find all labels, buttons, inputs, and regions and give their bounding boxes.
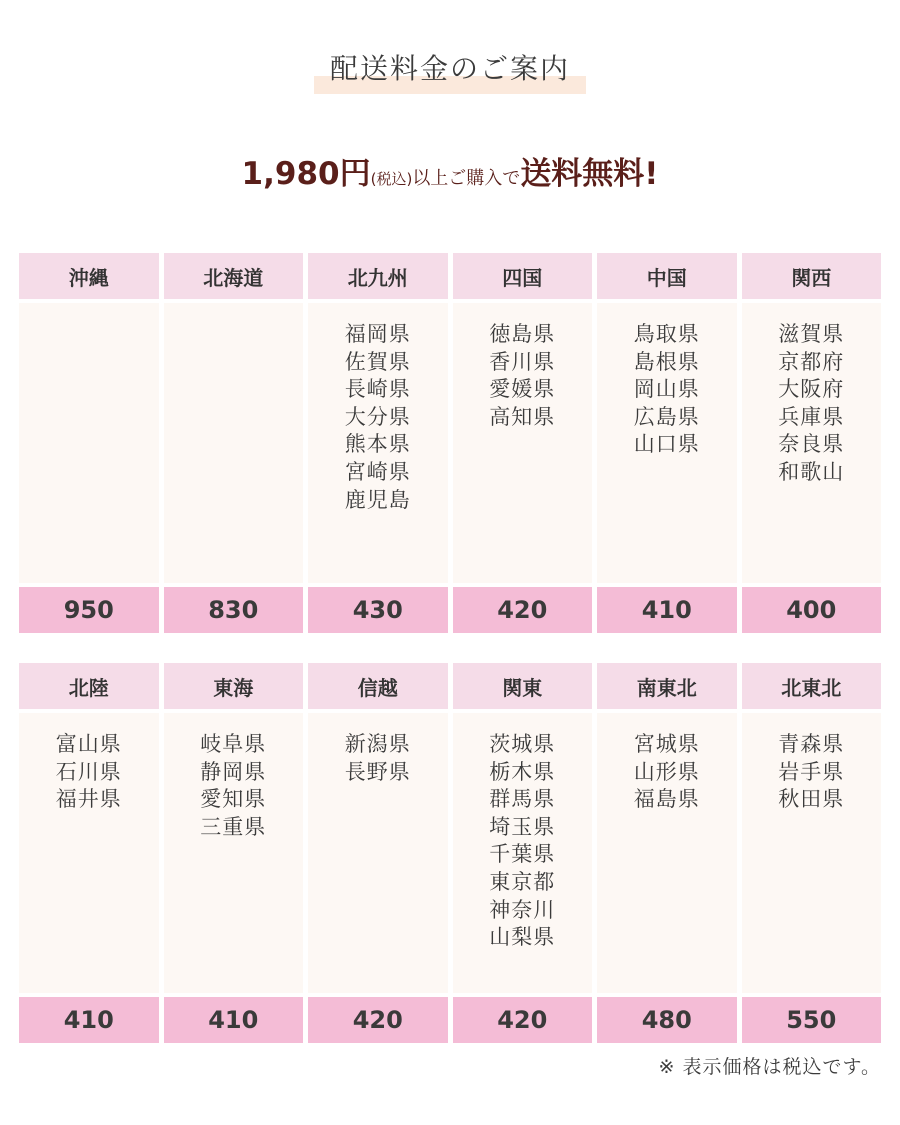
shipping-price: 830 xyxy=(164,587,304,633)
prefecture-item: 埼玉県 xyxy=(489,814,556,839)
region-name: 南東北 xyxy=(597,663,737,709)
prefecture-item: 鳥取県 xyxy=(633,322,700,346)
prefecture-item: 広島県 xyxy=(633,404,700,429)
prefecture-list xyxy=(597,713,737,993)
promo-free: 送料無料! xyxy=(520,156,659,192)
prefecture-item: 三重県 xyxy=(200,814,267,839)
prefecture-item: 石川県 xyxy=(55,759,122,784)
free-shipping-promo xyxy=(0,148,900,193)
region-name: 中国 xyxy=(597,253,737,299)
prefecture-item: 東京都 xyxy=(489,869,556,894)
prefecture-item: 神奈川 xyxy=(489,897,556,922)
region-name: 北陸 xyxy=(19,663,159,709)
page-title: 配送料金のご案内 xyxy=(314,46,586,94)
prefecture-item: 福島県 xyxy=(633,787,700,812)
region-column xyxy=(597,663,737,1043)
shipping-price: 420 xyxy=(453,587,593,633)
prefecture-item: 奈良県 xyxy=(778,432,845,457)
prefecture-item: 和歌山 xyxy=(778,459,845,484)
prefecture-list xyxy=(453,713,593,993)
prefecture-item: 福岡県 xyxy=(344,322,411,346)
region-name: 北九州 xyxy=(308,253,448,299)
prefecture-item: 山梨県 xyxy=(489,925,556,950)
region-column xyxy=(453,253,593,633)
prefecture-item: 愛知県 xyxy=(200,787,267,812)
prefecture-list xyxy=(742,303,882,583)
shipping-price: 420 xyxy=(308,997,448,1043)
region-name: 四国 xyxy=(453,253,593,299)
prefecture-list xyxy=(164,713,304,993)
region-column xyxy=(19,663,159,1043)
region-name: 信越 xyxy=(308,663,448,709)
region-column xyxy=(19,253,159,633)
prefecture-item: 山口県 xyxy=(633,432,700,457)
prefecture-item: 高知県 xyxy=(489,404,556,429)
prefecture-list xyxy=(19,303,159,583)
prefecture-list xyxy=(453,303,593,583)
prefecture-item: 岩手県 xyxy=(778,759,845,784)
prefecture-item: 栃木県 xyxy=(489,759,556,784)
prefecture-list xyxy=(164,303,304,583)
prefecture-item: 長崎県 xyxy=(344,377,411,402)
region-name: 北海道 xyxy=(164,253,304,299)
shipping-table-top xyxy=(19,253,881,633)
region-name: 関西 xyxy=(742,253,882,299)
region-column xyxy=(597,253,737,633)
region-name: 関東 xyxy=(453,663,593,709)
shipping-price: 430 xyxy=(308,587,448,633)
shipping-price: 410 xyxy=(597,587,737,633)
region-name: 東海 xyxy=(164,663,304,709)
prefecture-item: 福井県 xyxy=(55,787,122,812)
prefecture-item: 宮城県 xyxy=(633,732,700,756)
prefecture-item: 茨城県 xyxy=(489,732,556,756)
prefecture-item: 千葉県 xyxy=(489,842,556,867)
prefecture-item: 島根県 xyxy=(633,349,700,374)
prefecture-item: 香川県 xyxy=(489,349,556,374)
region-column xyxy=(308,253,448,633)
shipping-price: 550 xyxy=(742,997,882,1043)
prefecture-item: 秋田県 xyxy=(778,787,845,812)
shipping-price: 410 xyxy=(19,997,159,1043)
shipping-price: 400 xyxy=(742,587,882,633)
prefecture-item: 熊本県 xyxy=(344,432,411,457)
shipping-price: 410 xyxy=(164,997,304,1043)
prefecture-item: 岡山県 xyxy=(633,377,700,402)
shipping-table-bottom xyxy=(19,663,881,1043)
region-column xyxy=(164,253,304,633)
prefecture-item: 京都府 xyxy=(778,349,845,374)
prefecture-item: 兵庫県 xyxy=(778,404,845,429)
region-column xyxy=(164,663,304,1043)
prefecture-list xyxy=(742,713,882,993)
prefecture-item: 新潟県 xyxy=(344,732,411,756)
promo-amount: 1,980円 xyxy=(241,156,371,192)
prefecture-item: 大阪府 xyxy=(778,377,845,402)
prefecture-item: 大分県 xyxy=(344,404,411,429)
prefecture-item: 佐賀県 xyxy=(344,349,411,374)
prefecture-item: 青森県 xyxy=(778,732,845,756)
prefecture-item: 富山県 xyxy=(55,732,122,756)
prefecture-item: 愛媛県 xyxy=(489,377,556,402)
region-name: 北東北 xyxy=(742,663,882,709)
region-column xyxy=(453,663,593,1043)
prefecture-item: 静岡県 xyxy=(200,759,267,784)
prefecture-item: 宮崎県 xyxy=(344,459,411,484)
region-column xyxy=(742,253,882,633)
shipping-price: 950 xyxy=(19,587,159,633)
shipping-price: 420 xyxy=(453,997,593,1043)
region-name: 沖縄 xyxy=(19,253,159,299)
prefecture-item: 鹿児島 xyxy=(344,487,411,512)
prefecture-item: 群馬県 xyxy=(489,787,556,812)
prefecture-item: 徳島県 xyxy=(489,322,556,346)
region-column xyxy=(308,663,448,1043)
prefecture-item: 滋賀県 xyxy=(778,322,845,346)
promo-condition: 以上ご購入で xyxy=(412,168,521,189)
prefecture-list xyxy=(308,713,448,993)
tax-note: ※ 表示価格は税込です。 xyxy=(658,1056,881,1078)
promo-tax: (税込) xyxy=(370,170,413,188)
prefecture-list xyxy=(597,303,737,583)
shipping-price: 480 xyxy=(597,997,737,1043)
prefecture-item: 岐阜県 xyxy=(200,732,267,756)
prefecture-item: 山形県 xyxy=(633,759,700,784)
prefecture-item: 長野県 xyxy=(344,759,411,784)
region-column xyxy=(742,663,882,1043)
prefecture-list xyxy=(308,303,448,583)
prefecture-list xyxy=(19,713,159,993)
title-wrap xyxy=(0,46,900,94)
